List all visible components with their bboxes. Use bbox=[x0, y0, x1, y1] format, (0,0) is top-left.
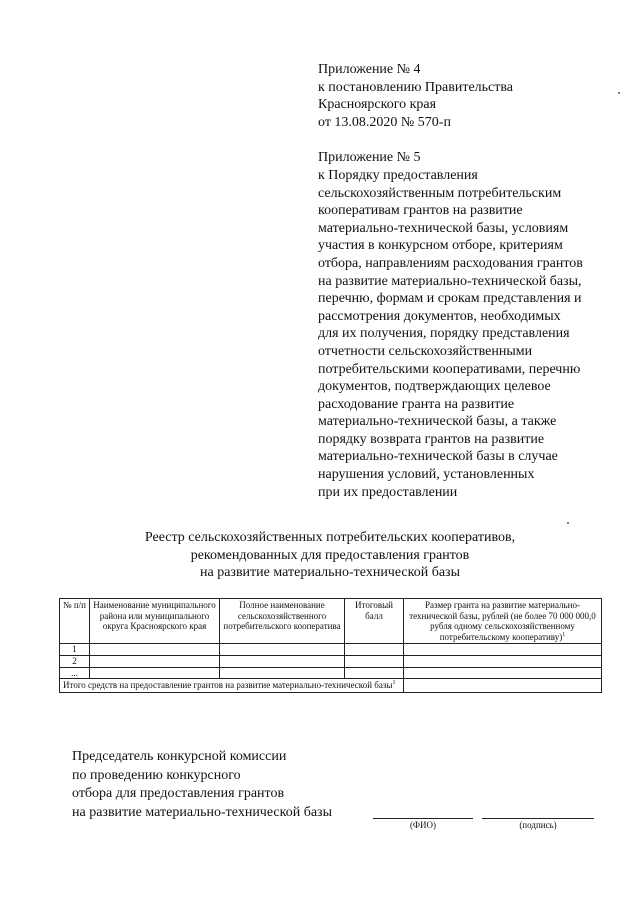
appendix-sub-line: порядку возврата грантов на развитие bbox=[318, 431, 545, 447]
table-row bbox=[60, 644, 602, 656]
appendix-sub-line: для их получения, порядку представления bbox=[318, 326, 570, 342]
fio-underline bbox=[373, 818, 473, 819]
table-cell bbox=[90, 655, 220, 667]
appendix-sub-line: материально-технической базы в случае bbox=[318, 449, 558, 465]
appendix-sub-line: на развитие материально-технической базы, bbox=[318, 273, 582, 289]
register-title bbox=[60, 529, 600, 582]
header-grant-size-text: Размер гранта на развитие материально-технической базы, рублей (не более 70 000 000,0 рубля одному сельскохозяйственному потребительскому кооперативу) bbox=[409, 600, 596, 642]
register-title-line: на развитие материально-технической базы bbox=[200, 565, 460, 580]
appendix-sub-line: сельскохозяйственным потребительским bbox=[318, 185, 562, 201]
table-cell bbox=[220, 667, 345, 679]
appendix-line: к постановлению Правительства bbox=[318, 79, 514, 95]
appendix-sub-line: потребительскими кооперативами, перечню bbox=[318, 361, 581, 377]
appendix-sub-title: Приложение № 5 bbox=[318, 150, 421, 166]
table-cell bbox=[345, 644, 404, 656]
table-cell bbox=[345, 655, 404, 667]
table-row bbox=[60, 655, 602, 667]
signature-underline bbox=[482, 818, 594, 819]
signature-block bbox=[72, 748, 332, 822]
appendix-sub-line: при их предоставлении bbox=[318, 484, 458, 500]
signature-line: по проведению конкурсного bbox=[72, 767, 241, 783]
table-cell bbox=[220, 644, 345, 656]
footnote-mark: 1 bbox=[392, 680, 396, 687]
appendix-sub-line: нарушения условий, установленных bbox=[318, 467, 535, 483]
appendix-sub-line: перечню, формам и срокам представления и bbox=[318, 291, 582, 307]
row-number: 2 bbox=[60, 655, 90, 667]
register-title-line: Реестр сельскохозяйственных потребительских кооперативов, bbox=[144, 530, 516, 545]
total-label: Итого средств на предоставление грантов на развитие материально-технической базы bbox=[63, 680, 393, 691]
appendix-sub-line: к Порядку предоставления bbox=[318, 167, 478, 183]
total-value-cell bbox=[404, 679, 602, 693]
appendix-sub-line: материально-технической базы, условиям bbox=[318, 220, 569, 236]
header-number: № п/п bbox=[60, 599, 90, 644]
row-number: 1 bbox=[60, 644, 90, 656]
appendix-sub-line: документов, подтверждающих целевое bbox=[318, 379, 551, 395]
header-score: Итоговый балл bbox=[345, 599, 404, 644]
signature-line: Председатель конкурсной комиссии bbox=[72, 749, 287, 764]
fio-label: (ФИО) bbox=[409, 820, 437, 830]
header-grant-size bbox=[404, 599, 602, 644]
register-title-line: рекомендованных для предоставления грантов bbox=[190, 547, 470, 563]
total-row bbox=[60, 679, 602, 693]
appendix-sub-line: отбора, направлениям расходования грантов bbox=[318, 255, 583, 271]
table-cell bbox=[404, 667, 602, 679]
scan-speck bbox=[618, 92, 620, 94]
appendix-sub-line: кооперативам грантов на развитие bbox=[318, 203, 523, 219]
table-cell bbox=[404, 644, 602, 656]
appendix-line: Красноярского края bbox=[318, 97, 437, 113]
row-number: ... bbox=[60, 667, 90, 679]
table-cell bbox=[404, 655, 602, 667]
scan-speck bbox=[567, 522, 569, 524]
appendix-sub-line: участия в конкурсном отборе, критериям bbox=[318, 238, 563, 254]
appendix-sub-line: рассмотрения документов, необходимых bbox=[318, 308, 561, 324]
table-header-row bbox=[60, 599, 602, 644]
table-cell bbox=[345, 667, 404, 679]
appendix-sub-line: расходование гранта на развитие bbox=[318, 396, 515, 412]
table-cell bbox=[90, 667, 220, 679]
total-label-cell bbox=[60, 679, 404, 693]
appendix-date-number: от 13.08.2020 № 570-п bbox=[318, 114, 451, 130]
signature-label: (подпись) bbox=[519, 820, 557, 830]
footnote-mark: 1 bbox=[562, 631, 566, 638]
signature-line: на развитие материально-технической базы bbox=[72, 804, 332, 820]
appendix-sub-line: материально-технической базы, а также bbox=[318, 414, 557, 430]
table-cell bbox=[220, 655, 345, 667]
header-district: Наименование муниципального района или муниципального округа Красноярского края bbox=[90, 599, 220, 644]
register-table bbox=[59, 598, 602, 693]
table-row bbox=[60, 667, 602, 679]
table-cell bbox=[90, 644, 220, 656]
appendix-sub-line: отчетности сельскохозяйственными bbox=[318, 343, 533, 359]
appendix-block bbox=[318, 61, 618, 501]
appendix-title: Приложение № 4 bbox=[318, 62, 421, 77]
signature-line: отбора для предоставления грантов bbox=[72, 786, 285, 801]
header-cooperative: Полное наименование сельскохозяйственного потребительского кооператива bbox=[220, 599, 345, 644]
